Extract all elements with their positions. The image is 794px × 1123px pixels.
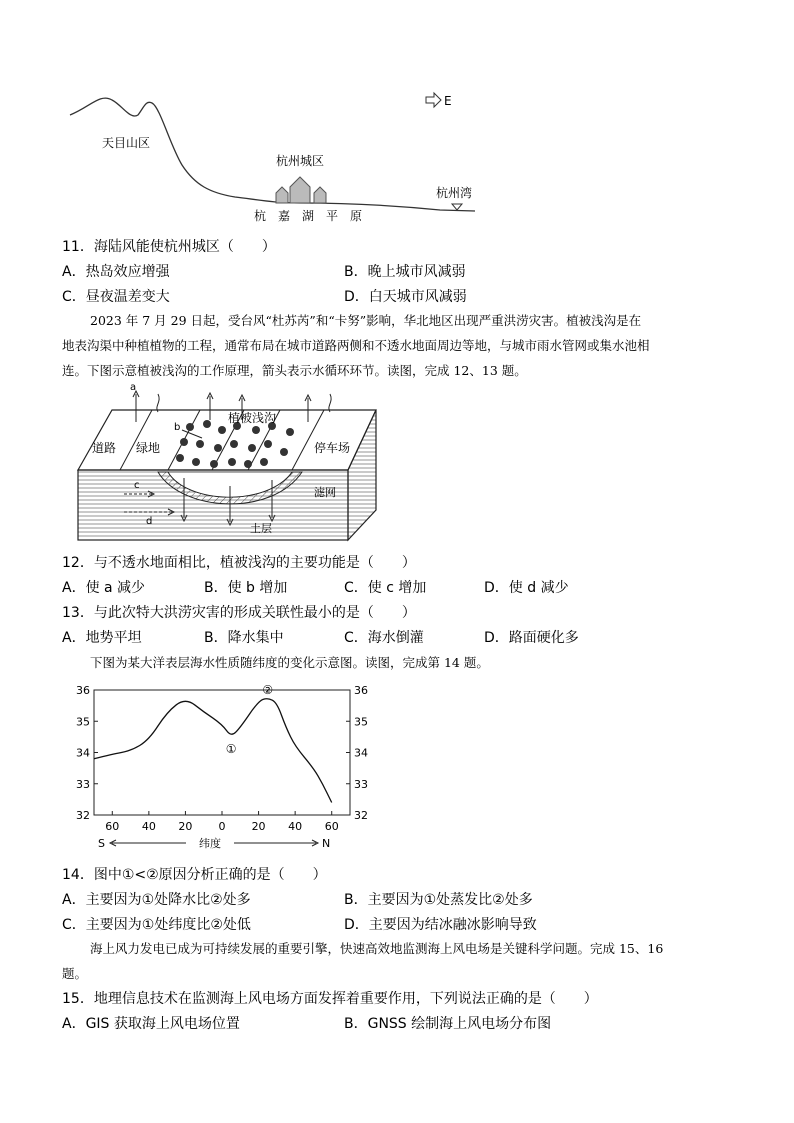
q11-option-a[interactable]: A．热岛效应增强 — [62, 264, 170, 280]
terrain-profile-figure — [60, 85, 490, 225]
city-building-left — [276, 187, 288, 203]
q14-option-d[interactable]: D．主要因为结冰融冰影响导致 — [344, 917, 537, 933]
q11-option-b[interactable]: B．晚上城市风减弱 — [344, 264, 466, 280]
q12-option-a[interactable]: A．使 a 减少 — [62, 580, 146, 596]
city-label: 杭州城区 — [276, 154, 325, 168]
green-label: 绿地 — [136, 441, 161, 455]
terrain-line — [70, 98, 475, 211]
east-arrow-icon — [426, 93, 441, 107]
plain-char-3: 湖 — [302, 209, 315, 223]
q12-option-d[interactable]: D．使 d 减少 — [484, 580, 569, 596]
plain-char-2: 嘉 — [278, 209, 291, 223]
x-tick-5: 40 — [288, 820, 303, 833]
q12-option-b[interactable]: B．使 b 增加 — [204, 580, 288, 596]
intro-12-line-3: 连。下图示意植被浅沟的工作原理，箭头表示水循环环节。读图，完成 12、13 题。 — [62, 363, 527, 378]
x-right-label: N — [322, 837, 331, 850]
plain-char-4: 平 — [326, 209, 339, 223]
city-building-right — [314, 187, 326, 203]
q14-option-a[interactable]: A．主要因为①处降水比②处多 — [62, 892, 251, 908]
q13-option-c[interactable]: C．海水倒灌 — [344, 630, 424, 646]
parking-label: 停车场 — [314, 441, 351, 455]
x-tick-1: 40 — [141, 820, 156, 833]
q15-option-a[interactable]: A．GIS 获取海上风电场位置 — [62, 1016, 240, 1032]
plain-char-5: 原 — [350, 209, 363, 223]
ditch-label: 植被浅沟 — [228, 411, 277, 425]
x-tick-4: 20 — [251, 820, 266, 833]
sea-level-marker — [452, 204, 462, 210]
y-tick-right-33: 33 — [354, 777, 368, 791]
q12-option-c[interactable]: C．使 c 增加 — [344, 580, 427, 596]
plain-char-1: 杭 — [254, 209, 267, 223]
filter-label: 滤网 — [314, 486, 336, 499]
y-tick-left-35: 35 — [76, 715, 90, 729]
chart-plot-frame — [94, 690, 350, 815]
q13-option-a[interactable]: A．地势平坦 — [62, 630, 142, 646]
salinity-series-line — [94, 699, 332, 803]
intro-14: 下图为某大洋表层海水性质随纬度的变化示意图。读图，完成第 14 题。 — [90, 655, 489, 670]
y-tick-right-34: 34 — [354, 746, 368, 760]
y-tick-left-34: 34 — [76, 746, 90, 760]
soil-label: 土层 — [250, 522, 272, 535]
city-building-center — [290, 177, 310, 203]
y-tick-right-32: 32 — [354, 809, 368, 822]
intro-15-line-2: 题。 — [62, 966, 88, 981]
question-14-stem: 14．图中①<②原因分析正确的是（ ） — [62, 867, 327, 883]
x-left-label: S — [98, 837, 105, 850]
x-tick-0: 60 — [105, 820, 120, 833]
question-15-stem: 15．地理信息技术在监测海上风电场方面发挥着重要作用，下列说法正确的是（ ） — [62, 991, 598, 1007]
q13-option-d[interactable]: D．路面硬化多 — [484, 630, 579, 646]
arrow-b-label: b — [174, 422, 181, 433]
arrow-a-label: a — [130, 382, 137, 393]
road-label: 道路 — [92, 441, 117, 455]
intro-15-line-1: 海上风力发电已成为可持续发展的重要引擎，快速高效地监测海上风电场是关键科学问题。完成 15、16 — [90, 941, 664, 956]
question-12-stem: 12．与不透水地面相比，植被浅沟的主要功能是（ ） — [62, 555, 416, 571]
x-tick-2: 20 — [178, 820, 193, 833]
block-top-face — [78, 410, 376, 470]
q13-option-b[interactable]: B．降水集中 — [204, 630, 284, 646]
q15-option-b[interactable]: B．GNSS 绘制海上风电场分布图 — [344, 1016, 552, 1032]
salinity-latitude-chart — [70, 680, 390, 855]
intro-12-line-1: 2023 年 7 月 29 日起，受台风“杜苏芮”和“卡努”影响，华北地区出现严重洪涝灾害。植被浅沟是在 — [90, 313, 642, 328]
q14-option-b[interactable]: B．主要因为①处蒸发比②处多 — [344, 892, 533, 908]
marker-2-label: ② — [262, 682, 274, 697]
q11-option-c[interactable]: C．昼夜温差变大 — [62, 289, 170, 305]
arrow-d-label: d — [146, 516, 153, 527]
question-13-stem: 13．与此次特大洪涝灾害的形成关联性最小的是（ ） — [62, 605, 416, 621]
q14-option-c[interactable]: C．主要因为①处纬度比②处低 — [62, 917, 251, 933]
bay-label: 杭州湾 — [436, 186, 473, 200]
q11-option-d[interactable]: D．白天城市风减弱 — [344, 289, 467, 305]
mountain-label: 天目山区 — [102, 136, 151, 150]
x-axis-label: 纬度 — [199, 837, 221, 850]
x-tick-6: 60 — [324, 820, 339, 833]
x-tick-3: 0 — [218, 820, 226, 833]
marker-1-label: ① — [225, 741, 237, 756]
arrow-c-label: c — [134, 480, 140, 491]
y-tick-left-33: 33 — [76, 777, 90, 791]
intro-12-line-2: 地表沟渠中种植植物的工程，通常布局在城市道路两侧和不透水地面周边等地，与城市雨水管网或集水池相 — [62, 338, 650, 353]
y-tick-left-32: 32 — [76, 809, 90, 822]
y-tick-right-35: 35 — [354, 715, 368, 729]
y-tick-left-36: 36 — [76, 684, 90, 697]
y-tick-right-36: 36 — [354, 684, 368, 697]
question-11-stem: 11．海陆风能使杭州城区（ ） — [62, 239, 276, 255]
vegetated-swale-figure — [72, 382, 382, 544]
direction-label: E — [444, 94, 452, 108]
